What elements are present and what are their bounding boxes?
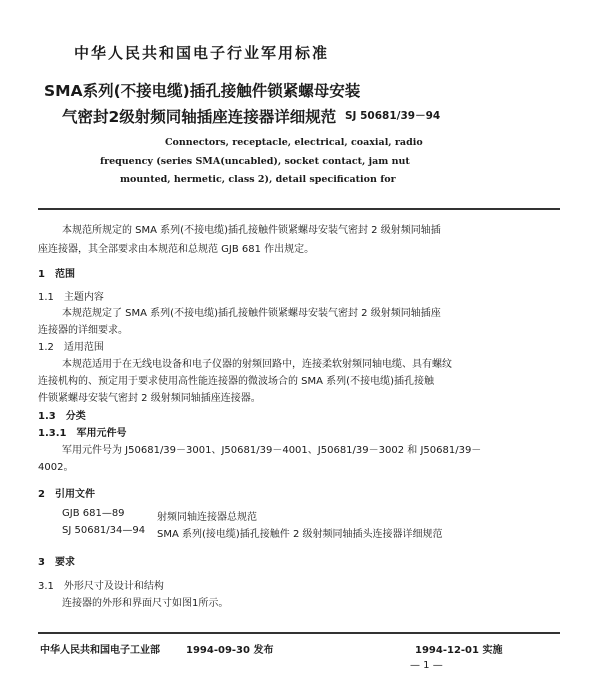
footer-divider	[38, 632, 560, 634]
ref-2-code: SJ 50681/34—94	[62, 525, 146, 536]
section-2-heading: 2 引用文件	[38, 489, 95, 500]
section-1-3-1-heading: 1.3.1 军用元件号	[38, 428, 127, 439]
section-1-1-heading: 1.1 主题内容	[38, 292, 104, 303]
section-1-2-heading: 1.2 适用范围	[38, 342, 104, 353]
english-title-line-2: frequency (series SMA(uncabled), socket contact, jam nut	[100, 156, 410, 167]
footer-issuer: 中华人民共和国电子工业部	[40, 645, 160, 656]
section-1-1-line-1: 本规范规定了 SMA 系列(不接电缆)插孔接触件锁紧螺母安装气密封 2 级射频同轴插座	[62, 308, 441, 319]
section-1-2-line-3: 件锁紧螺母安装气密封 2 级射频同轴插座连接器。	[38, 393, 261, 404]
section-1-1-line-2: 连接器的详细要求。	[38, 325, 128, 336]
section-1-2-line-1: 本规范适用于在无线电设备和电子仪器的射频回路中，连接柔软射频同轴电缆、具有螺纹	[62, 359, 452, 370]
standard-category: 中华人民共和国电子行业军用标准	[74, 44, 330, 62]
english-title-line-3: mounted, hermetic, class 2), detail specification for	[120, 174, 396, 185]
title-line-2: 气密封2级射频同轴插座连接器详细规范	[62, 108, 337, 126]
footer-effective-date: 1994-12-01 实施	[415, 645, 503, 656]
section-3-1-line-1: 连接器的外形和界面尺寸如图1所示。	[62, 598, 229, 609]
section-3-1-heading: 3.1 外形尺寸及设计和结构	[38, 581, 164, 592]
section-1-2-line-2: 连接机构的、预定用于要求使用高性能连接器的微波场合的 SMA 系列(不接电缆)插孔接触	[38, 376, 434, 387]
ref-2-title: SMA 系列(接电缆)插孔接触件 2 级射频同轴插头连接器详细规范	[157, 529, 443, 540]
section-1-heading: 1 范围	[38, 269, 75, 280]
standard-number: SJ 50681/39－94	[345, 110, 441, 122]
footer-publish-date: 1994-09-30 发布	[186, 645, 274, 656]
intro-line-1: 本规范所规定的 SMA 系列(不接电缆)插孔接触件锁紧螺母安装气密封 2 级射频同轴插	[62, 225, 441, 236]
english-title-line-1: Connectors, receptacle, electrical, coaxial, radio	[165, 137, 423, 148]
title-line-1: SMA系列(不接电缆)插孔接触件锁紧螺母安装	[44, 82, 361, 100]
section-1-3-1-line-1: 军用元件号为 J50681/39－3001、J50681/39－4001、J50681/39－3002 和 J50681/39－	[62, 445, 482, 456]
section-3-heading: 3 要求	[38, 557, 75, 568]
page-number: — 1 —	[410, 660, 443, 671]
section-1-3-1-line-2: 4002。	[38, 462, 74, 473]
intro-line-2: 座连接器，其全部要求由本规范和总规范 GJB 681 作出规定。	[38, 244, 315, 255]
ref-1-code: GJB 681—89	[62, 508, 125, 519]
ref-1-title: 射频同轴连接器总规范	[157, 512, 257, 523]
section-1-3-heading: 1.3 分类	[38, 411, 86, 422]
header-divider	[38, 208, 560, 210]
